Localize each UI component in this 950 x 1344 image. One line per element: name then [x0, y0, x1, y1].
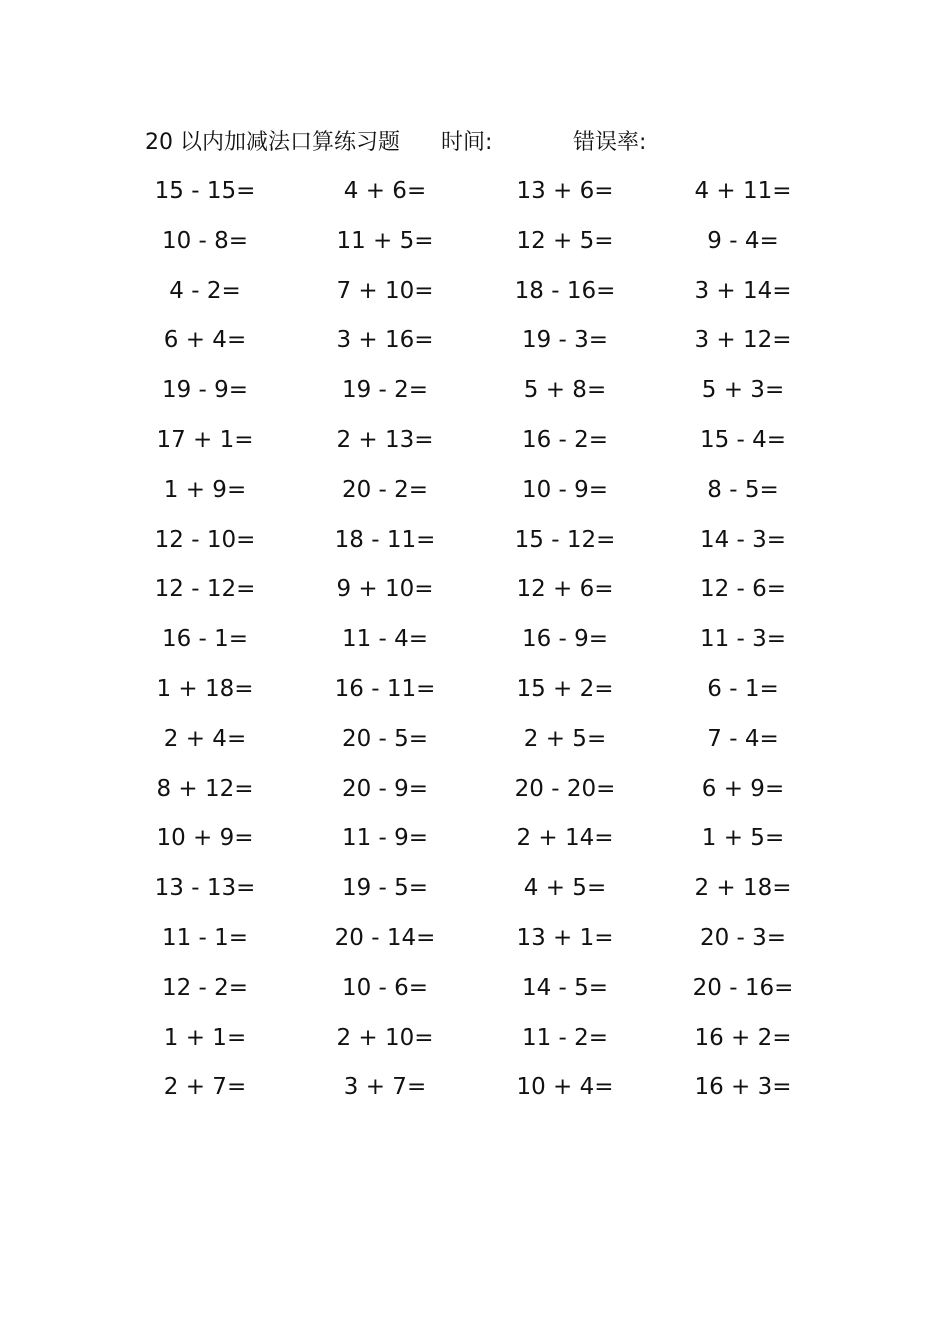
problem-item: 6 + 4=: [163, 327, 247, 354]
problem-item: 4 - 2=: [169, 277, 241, 304]
problem-item: 9 + 10=: [336, 576, 434, 603]
problem-item: 20 - 9=: [341, 775, 429, 802]
problem-row: [130, 572, 810, 622]
problem-item: 7 + 10=: [336, 277, 434, 304]
problem-item: 12 - 6=: [699, 576, 787, 603]
problem-item: 2 + 4=: [163, 725, 247, 752]
problem-item: 11 + 5=: [336, 227, 434, 254]
problem-item: 7 - 4=: [707, 725, 779, 752]
problem-item: 20 - 2=: [341, 476, 429, 503]
problem-row: [130, 622, 810, 672]
problem-row: [130, 871, 810, 921]
problem-item: 20 - 16=: [692, 974, 794, 1001]
problem-item: 8 + 12=: [156, 775, 254, 802]
problem-item: 18 - 11=: [334, 526, 436, 553]
time-label: 时间:: [441, 130, 493, 155]
problem-item: 20 - 14=: [334, 924, 436, 951]
worksheet-title: 20 以内加减法口算练习题: [145, 130, 400, 155]
problem-item: 3 + 14=: [694, 277, 792, 304]
problem-item: 3 + 7=: [343, 1074, 427, 1101]
problem-row: [130, 722, 810, 772]
problem-item: 16 - 9=: [521, 626, 609, 653]
problem-item: 16 - 11=: [334, 675, 436, 702]
problem-item: 6 + 9=: [701, 775, 785, 802]
problem-item: 19 - 2=: [341, 377, 429, 404]
problem-item: 16 + 3=: [694, 1074, 792, 1101]
problem-item: 15 + 2=: [516, 675, 614, 702]
problem-item: 6 - 1=: [707, 675, 779, 702]
problem-item: 12 + 6=: [516, 576, 614, 603]
problem-item: 2 + 7=: [163, 1074, 247, 1101]
problem-row: [130, 274, 810, 324]
problem-item: 10 + 4=: [516, 1074, 614, 1101]
problem-item: 2 + 13=: [336, 426, 434, 453]
problem-row: [130, 174, 810, 224]
problem-item: 10 - 6=: [341, 974, 429, 1001]
problem-item: 4 + 11=: [694, 178, 792, 204]
problem-item: 12 - 10=: [154, 526, 256, 553]
problem-item: 13 - 13=: [154, 875, 256, 902]
problem-item: 4 + 6=: [343, 178, 427, 204]
problem-item: 18 - 16=: [514, 277, 616, 304]
problem-item: 15 - 15=: [154, 178, 256, 204]
problem-item: 5 + 8=: [523, 377, 607, 404]
problem-row: [130, 373, 810, 423]
problem-item: 19 - 9=: [161, 377, 249, 404]
problem-item: 8 - 5=: [707, 476, 779, 503]
problem-row: [130, 473, 810, 523]
problem-row: [130, 672, 810, 722]
problem-item: 1 + 1=: [163, 1024, 247, 1051]
error-rate-label: 错误率:: [573, 130, 647, 155]
problem-row: [130, 971, 810, 1021]
problem-item: 2 + 5=: [523, 725, 607, 752]
problem-item: 12 - 2=: [161, 974, 249, 1001]
problem-item: 12 + 5=: [516, 227, 614, 254]
problem-item: 10 - 9=: [521, 476, 609, 503]
problem-item: 14 - 5=: [521, 974, 609, 1001]
problem-row: [130, 523, 810, 573]
problem-item: 20 - 5=: [341, 725, 429, 752]
problem-row: [130, 1021, 810, 1071]
problem-item: 1 + 18=: [156, 675, 254, 702]
problem-item: 16 - 2=: [521, 426, 609, 453]
problem-item: 16 + 2=: [694, 1024, 792, 1051]
problem-item: 3 + 16=: [336, 327, 434, 354]
problem-item: 11 - 9=: [341, 825, 429, 852]
problem-item: 13 + 6=: [516, 178, 614, 204]
problem-item: 10 - 8=: [161, 227, 249, 254]
problem-item: 2 + 10=: [336, 1024, 434, 1051]
problem-item: 1 + 9=: [163, 476, 247, 503]
problem-item: 4 + 5=: [523, 875, 607, 902]
problem-item: 14 - 3=: [699, 526, 787, 553]
problem-item: 9 - 4=: [707, 227, 779, 254]
problem-item: 10 + 9=: [156, 825, 254, 852]
problem-grid: [130, 174, 810, 1120]
problem-item: 20 - 3=: [699, 924, 787, 951]
problem-row: [130, 423, 810, 473]
problem-item: 17 + 1=: [156, 426, 254, 453]
problem-item: 1 + 5=: [701, 825, 785, 852]
problem-row: [130, 821, 810, 871]
problem-item: 15 - 4=: [699, 426, 787, 453]
problem-item: 19 - 5=: [341, 875, 429, 902]
problem-item: 11 - 2=: [521, 1024, 609, 1051]
problem-item: 11 - 3=: [699, 626, 787, 653]
problem-item: 11 - 4=: [341, 626, 429, 653]
problem-row: [130, 921, 810, 971]
problem-row: [130, 224, 810, 274]
problem-item: 15 - 12=: [514, 526, 616, 553]
problem-item: 3 + 12=: [694, 327, 792, 354]
problem-item: 5 + 3=: [701, 377, 785, 404]
problem-row: [130, 772, 810, 822]
problem-item: 16 - 1=: [161, 626, 249, 653]
problem-item: 2 + 14=: [516, 825, 614, 852]
problem-item: 11 - 1=: [161, 924, 249, 951]
problem-item: 2 + 18=: [694, 875, 792, 902]
problem-item: 12 - 12=: [154, 576, 256, 603]
problem-item: 19 - 3=: [521, 327, 609, 354]
problem-row: [130, 323, 810, 373]
problem-item: 20 - 20=: [514, 775, 616, 802]
problem-item: 13 + 1=: [516, 924, 614, 951]
problem-row: [130, 1070, 810, 1120]
